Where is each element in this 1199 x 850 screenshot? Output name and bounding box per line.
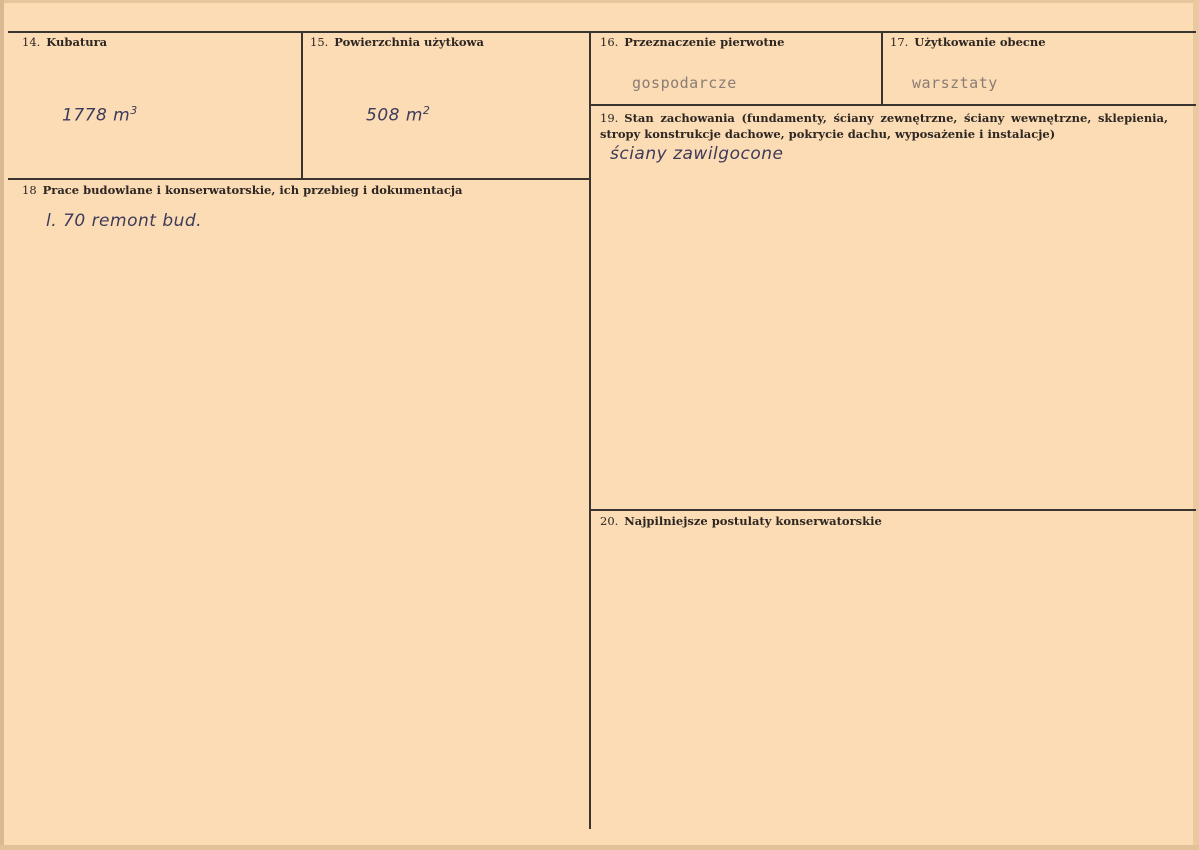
card-edge-left <box>0 0 4 850</box>
rule-v-center <box>589 31 591 829</box>
field-17-label <box>890 35 1046 50</box>
card-edge-right <box>1193 0 1199 850</box>
field-14-title: Kubatura <box>46 35 108 49</box>
rule-h-19-20 <box>590 509 1196 511</box>
field-15-title: Powierzchnia użytkowa <box>334 35 484 49</box>
card-edge-top <box>0 0 1199 3</box>
field-14-number: 14. <box>22 35 41 49</box>
field-20-label <box>600 514 882 529</box>
rule-h-under-14-15 <box>8 178 590 180</box>
rule-v-14-15 <box>301 31 303 178</box>
field-15-value-text: 508 m <box>366 105 423 126</box>
field-18-title: Prace budowlane i konserwatorskie, ich przebieg i dokumentacja <box>42 183 463 197</box>
field-14-label <box>22 35 107 50</box>
field-16-title: Przeznaczenie pierwotne <box>624 35 785 49</box>
field-19-value: ściany zawilgocone <box>610 144 784 164</box>
field-19-label <box>600 110 1168 142</box>
field-16-value: gospodarcze <box>632 74 737 92</box>
field-18-label <box>22 183 462 198</box>
field-14-value-text: 1778 m <box>62 105 131 126</box>
field-15-unit-sup: 2 <box>422 104 431 117</box>
field-18-number: 18 <box>22 183 37 197</box>
field-15-number: 15. <box>310 35 329 49</box>
field-20-title: Najpilniejsze postulaty konserwatorskie <box>624 514 882 528</box>
field-14-unit-sup: 3 <box>130 104 138 117</box>
rule-v-16-17 <box>881 31 883 104</box>
field-15-label <box>310 35 484 50</box>
field-19-title: Stan zachowania (fundamenty, ściany zewnętrzne, ściany wewnętrzne, sklepienia, stropy konstrukcje dachowe, pokrycie dachu, wyposażenie i instalacje) <box>600 111 1168 141</box>
field-16-label <box>600 35 784 50</box>
field-19-number: 19. <box>600 111 619 125</box>
rule-top <box>8 31 1196 33</box>
field-18-value: l. 70 remont bud. <box>46 211 203 231</box>
field-16-number: 16. <box>600 35 619 49</box>
field-14-value <box>62 104 138 126</box>
field-17-number: 17. <box>890 35 909 49</box>
field-17-title: Użytkowanie obecne <box>914 35 1046 49</box>
field-20-number: 20. <box>600 514 619 528</box>
field-17-value: warsztaty <box>912 74 998 92</box>
card-edge-bottom <box>0 845 1199 850</box>
rule-h-under-16-17 <box>590 104 1196 106</box>
field-15-value <box>366 104 430 126</box>
